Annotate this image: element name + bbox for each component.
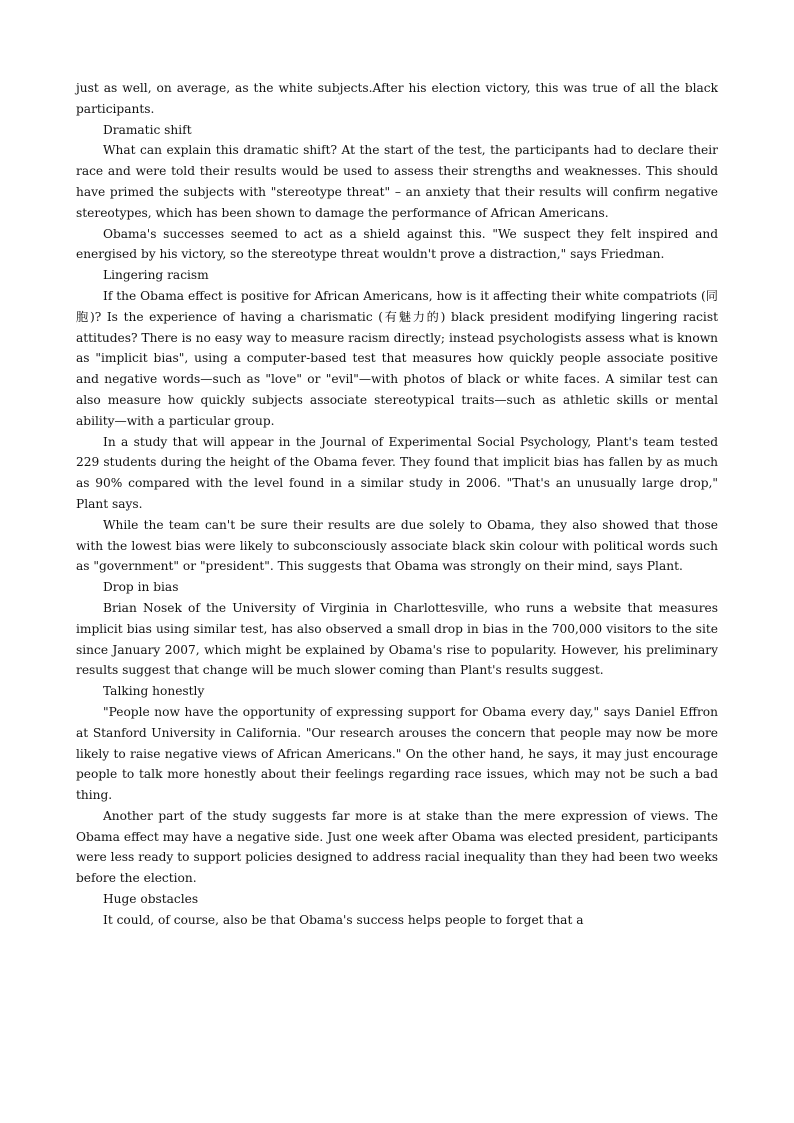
section-heading: Dramatic shift xyxy=(103,122,192,137)
body-paragraph: While the team can't be sure their results are due solely to Obama, they also showed that those with the lowest bias were likely to subconsciously associate black skin colour with political words such as "government" or "president". This suggests that Obama was strongly on their mind, says Plant. xyxy=(76,517,718,574)
body-paragraph: It could, of course, also be that Obama's success helps people to forget that a xyxy=(103,912,584,927)
body-paragraph: "People now have the opportunity of expressing support for Obama every day," says Daniel Effron at Stanford University in California. "Our research arouses the concern that people may now be more likely to raise negative views of African Americans." On the other hand, he says, it may just encourage people to talk more honestly about their feelings regarding race issues, which may not be such a bad thing. xyxy=(76,704,718,803)
body-paragraph: In a study that will appear in the Journal of Experimental Social Psychology, Plant's team tested 229 students during the height of the Obama fever. They found that implicit bias has fallen by as much as 90% compared with the level found in a similar study in 2006. "That's an unusually large drop," Plant says. xyxy=(76,434,718,511)
body-paragraph: Obama's successes seemed to act as a shield against this. "We suspect they felt inspired and energised by his victory, so the stereotype threat wouldn't prove a distraction," says Friedman. xyxy=(76,226,718,262)
body-paragraph: Another part of the study suggests far more is at stake than the mere expression of views. The Obama effect may have a negative side. Just one week after Obama was elected president, participants were less ready to support policies designed to address racial inequality than they had been two weeks before the election. xyxy=(76,808,718,886)
body-paragraph: Brian Nosek of the University of Virginia in Charlottesville, who runs a website that measures implicit bias using similar test, has also observed a small drop in bias in the 700,000 visitors to the site since January 2007, which might be explained by Obama's rise to popularity. However, his preliminary results suggest that change will be much slower coming than Plant's results suggest. xyxy=(76,600,718,678)
section-heading: Talking honestly xyxy=(103,684,205,699)
body-paragraph: What can explain this dramatic shift? At the start of the test, the participants had to declare their race and were told their results would be used to assess their strengths and weaknesses. This should have primed the subjects with "stereotype threat" – an anxiety that their results will confirm negative stereotypes, which has been shown to damage the performance of African Americans. xyxy=(76,143,718,220)
section-heading: Huge obstacles xyxy=(103,892,199,907)
section-heading: Drop in bias xyxy=(103,580,179,595)
document-page xyxy=(76,78,718,931)
section-heading: Lingering racism xyxy=(103,268,209,283)
body-paragraph: just as well, on average, as the white subjects.After his election victory, this was true of all the black participants. xyxy=(76,81,718,116)
body-paragraph: If the Obama effect is positive for African Americans, how is it affecting their white compatriots (同胞)? Is the experience of having a charismatic (有魅力的) black president modifying lingering racist attitudes? There is no easy way to measure racism directly; instead psychologists assess what is known as "implicit bias", using a computer-based test that measures how quickly people associate positive and negative words—such as "love" or "evil"—with photos of black or white faces. A similar test can also measure how quickly subjects associate stereotypical traits—such as athletic skills or mental ability—with a particular group. xyxy=(76,288,718,428)
